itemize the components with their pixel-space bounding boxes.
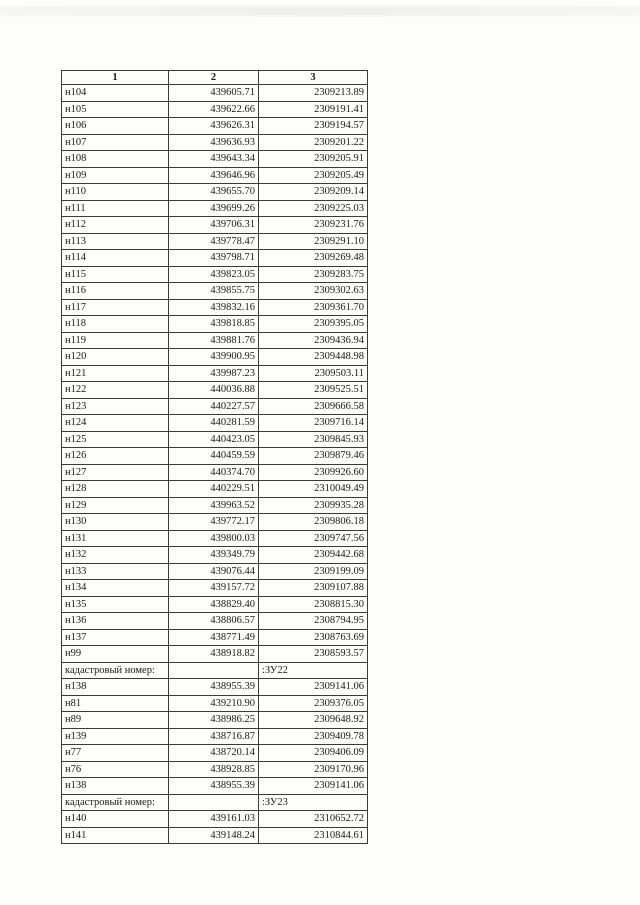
coord-x: 439349.79 <box>169 547 259 564</box>
point-id: н126 <box>62 448 169 465</box>
coord-x: 438771.49 <box>169 629 259 646</box>
cadastral-number: :ЗУ22 <box>259 662 368 679</box>
coord-x: 440281.59 <box>169 415 259 432</box>
table-row <box>62 101 368 118</box>
table-row <box>62 431 368 448</box>
coord-x: 439772.17 <box>169 514 259 531</box>
coord-y: 2310844.61 <box>259 827 368 844</box>
point-id: н114 <box>62 250 169 267</box>
coord-x: 440227.57 <box>169 398 259 415</box>
table-row <box>62 118 368 135</box>
coord-y: 2309194.57 <box>259 118 368 135</box>
table-row <box>62 761 368 778</box>
coord-y: 2309201.22 <box>259 134 368 151</box>
table-row <box>62 349 368 366</box>
coord-x: 439832.16 <box>169 299 259 316</box>
coord-y: 2308815.30 <box>259 596 368 613</box>
point-id: н119 <box>62 332 169 349</box>
coord-x: 439626.31 <box>169 118 259 135</box>
table-row <box>62 448 368 465</box>
coord-x: 440229.51 <box>169 481 259 498</box>
table-row <box>62 464 368 481</box>
point-id: н109 <box>62 167 169 184</box>
coord-y: 2309361.70 <box>259 299 368 316</box>
coord-x: 438716.87 <box>169 728 259 745</box>
point-id: н141 <box>62 827 169 844</box>
coord-x: 439900.95 <box>169 349 259 366</box>
coord-y: 2309231.76 <box>259 217 368 234</box>
table-row <box>62 547 368 564</box>
coord-y: 2309436.94 <box>259 332 368 349</box>
coord-y: 2309107.88 <box>259 580 368 597</box>
header-col-2: 2 <box>169 71 259 85</box>
table-row <box>62 827 368 844</box>
coord-y: 2309935.28 <box>259 497 368 514</box>
coord-x: 439076.44 <box>169 563 259 580</box>
coord-y: 2308763.69 <box>259 629 368 646</box>
coord-x: 439798.71 <box>169 250 259 267</box>
coord-x: 439800.03 <box>169 530 259 547</box>
cadastral-spacer <box>169 662 259 679</box>
coord-y: 2309442.68 <box>259 547 368 564</box>
table-row <box>62 514 368 531</box>
coord-y: 2309879.46 <box>259 448 368 465</box>
point-id: н112 <box>62 217 169 234</box>
table-row <box>62 481 368 498</box>
coord-x: 439605.71 <box>169 85 259 102</box>
point-id: н111 <box>62 200 169 217</box>
coord-y: 2309205.91 <box>259 151 368 168</box>
coord-x: 440374.70 <box>169 464 259 481</box>
point-id: н116 <box>62 283 169 300</box>
coord-y: 2309806.18 <box>259 514 368 531</box>
point-id: н128 <box>62 481 169 498</box>
cadastral-spacer <box>169 794 259 811</box>
coord-y: 2310049.49 <box>259 481 368 498</box>
table-row <box>62 85 368 102</box>
coord-y: 2309716.14 <box>259 415 368 432</box>
coord-y: 2309170.96 <box>259 761 368 778</box>
table-row <box>62 151 368 168</box>
point-id: н130 <box>62 514 169 531</box>
coord-y: 2309747.56 <box>259 530 368 547</box>
coord-y: 2309503.11 <box>259 365 368 382</box>
coord-x: 438955.39 <box>169 778 259 795</box>
coord-y: 2309926.60 <box>259 464 368 481</box>
point-id: н89 <box>62 712 169 729</box>
table-row <box>62 580 368 597</box>
coord-x: 440036.88 <box>169 382 259 399</box>
point-id: н117 <box>62 299 169 316</box>
table-row <box>62 415 368 432</box>
table-row <box>62 497 368 514</box>
point-id: н76 <box>62 761 169 778</box>
point-id: н77 <box>62 745 169 762</box>
table-row <box>62 184 368 201</box>
table-row <box>62 365 368 382</box>
scan-artifact <box>0 6 640 16</box>
coord-y: 2309406.09 <box>259 745 368 762</box>
coord-x: 439643.34 <box>169 151 259 168</box>
point-id: н129 <box>62 497 169 514</box>
coord-y: 2309141.06 <box>259 778 368 795</box>
cadastral-row <box>62 794 368 811</box>
point-id: н140 <box>62 811 169 828</box>
table-row <box>62 646 368 663</box>
coord-x: 439818.85 <box>169 316 259 333</box>
coord-x: 439706.31 <box>169 217 259 234</box>
point-id: н121 <box>62 365 169 382</box>
table-row <box>62 332 368 349</box>
coord-y: 2309269.48 <box>259 250 368 267</box>
coord-y: 2309448.98 <box>259 349 368 366</box>
table-row <box>62 217 368 234</box>
point-id: н138 <box>62 778 169 795</box>
cadastral-number: :ЗУ23 <box>259 794 368 811</box>
table-row <box>62 563 368 580</box>
point-id: н118 <box>62 316 169 333</box>
table-row <box>62 398 368 415</box>
table-row <box>62 679 368 696</box>
table-row <box>62 530 368 547</box>
point-id: н139 <box>62 728 169 745</box>
table-row <box>62 250 368 267</box>
table-row <box>62 382 368 399</box>
coord-y: 2309199.09 <box>259 563 368 580</box>
point-id: н127 <box>62 464 169 481</box>
coord-y: 2309213.89 <box>259 85 368 102</box>
cadastral-label: кадастровый номер: <box>62 794 169 811</box>
coord-y: 2309409.78 <box>259 728 368 745</box>
point-id: н136 <box>62 613 169 630</box>
point-id: н113 <box>62 233 169 250</box>
coord-y: 2309666.58 <box>259 398 368 415</box>
coord-y: 2309395.05 <box>259 316 368 333</box>
coord-y: 2309376.05 <box>259 695 368 712</box>
table-row <box>62 613 368 630</box>
table-row <box>62 695 368 712</box>
table-row <box>62 745 368 762</box>
cadastral-label: кадастровый номер: <box>62 662 169 679</box>
cadastral-row <box>62 662 368 679</box>
coord-x: 438829.40 <box>169 596 259 613</box>
table-row <box>62 134 368 151</box>
table-row <box>62 596 368 613</box>
coord-y: 2309283.75 <box>259 266 368 283</box>
coord-x: 439699.26 <box>169 200 259 217</box>
coord-y: 2308593.57 <box>259 646 368 663</box>
point-id: н138 <box>62 679 169 696</box>
coord-x: 439987.23 <box>169 365 259 382</box>
coord-x: 439778.47 <box>169 233 259 250</box>
coord-x: 440423.05 <box>169 431 259 448</box>
table-header-row <box>62 71 368 85</box>
coord-x: 439157.72 <box>169 580 259 597</box>
coord-y: 2309205.49 <box>259 167 368 184</box>
table-row <box>62 811 368 828</box>
table-row <box>62 266 368 283</box>
header-col-1: 1 <box>62 71 169 85</box>
point-id: н135 <box>62 596 169 613</box>
coord-y: 2310652.72 <box>259 811 368 828</box>
coord-x: 439655.70 <box>169 184 259 201</box>
point-id: н105 <box>62 101 169 118</box>
table-row <box>62 778 368 795</box>
coord-x: 439963.52 <box>169 497 259 514</box>
point-id: н120 <box>62 349 169 366</box>
coord-y: 2309648.92 <box>259 712 368 729</box>
coord-x: 438928.85 <box>169 761 259 778</box>
point-id: н110 <box>62 184 169 201</box>
coord-x: 438955.39 <box>169 679 259 696</box>
coord-x: 438806.57 <box>169 613 259 630</box>
point-id: н137 <box>62 629 169 646</box>
point-id: н122 <box>62 382 169 399</box>
coord-y: 2309845.93 <box>259 431 368 448</box>
header-col-3: 3 <box>259 71 368 85</box>
point-id: н123 <box>62 398 169 415</box>
point-id: н125 <box>62 431 169 448</box>
table-row <box>62 316 368 333</box>
point-id: н124 <box>62 415 169 432</box>
coord-y: 2309225.03 <box>259 200 368 217</box>
table-row <box>62 728 368 745</box>
coord-x: 439646.96 <box>169 167 259 184</box>
table-row <box>62 629 368 646</box>
coord-y: 2309525.51 <box>259 382 368 399</box>
coord-x: 439161.03 <box>169 811 259 828</box>
coord-y: 2309141.06 <box>259 679 368 696</box>
point-id: н134 <box>62 580 169 597</box>
point-id: н132 <box>62 547 169 564</box>
table-body <box>62 85 368 844</box>
coord-x: 439636.93 <box>169 134 259 151</box>
point-id: н104 <box>62 85 169 102</box>
coordinates-table <box>61 70 368 844</box>
coord-x: 440459.59 <box>169 448 259 465</box>
point-id: н115 <box>62 266 169 283</box>
point-id: н106 <box>62 118 169 135</box>
point-id: н107 <box>62 134 169 151</box>
table-row <box>62 712 368 729</box>
point-id: н108 <box>62 151 169 168</box>
table-row <box>62 299 368 316</box>
coord-x: 439148.24 <box>169 827 259 844</box>
coord-y: 2309209.14 <box>259 184 368 201</box>
point-id: н99 <box>62 646 169 663</box>
coord-x: 439210.90 <box>169 695 259 712</box>
coord-y: 2309291.10 <box>259 233 368 250</box>
coord-x: 439855.75 <box>169 283 259 300</box>
coord-y: 2309191.41 <box>259 101 368 118</box>
coord-y: 2308794.95 <box>259 613 368 630</box>
point-id: н131 <box>62 530 169 547</box>
coord-x: 439622.66 <box>169 101 259 118</box>
coord-y: 2309302.63 <box>259 283 368 300</box>
table-row <box>62 283 368 300</box>
coord-x: 438918.82 <box>169 646 259 663</box>
point-id: н81 <box>62 695 169 712</box>
coord-x: 438986.25 <box>169 712 259 729</box>
point-id: н133 <box>62 563 169 580</box>
table-row <box>62 167 368 184</box>
coord-x: 439881.76 <box>169 332 259 349</box>
table-row <box>62 233 368 250</box>
table-row <box>62 200 368 217</box>
coord-x: 438720.14 <box>169 745 259 762</box>
coord-x: 439823.05 <box>169 266 259 283</box>
